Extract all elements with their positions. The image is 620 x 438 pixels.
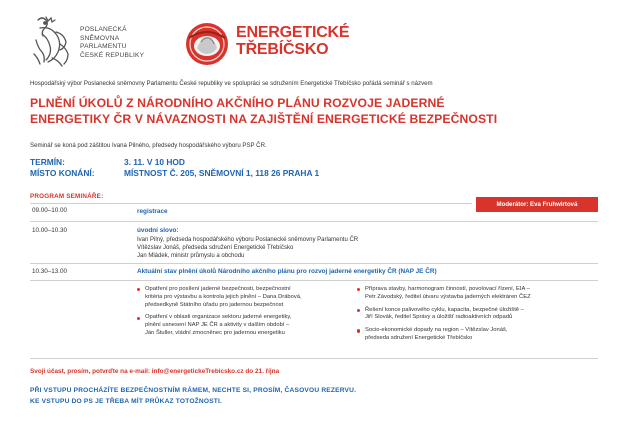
seminar-title-line: PLNĚNÍ ÚKOLŮ Z NÁRODNÍHO AKČNÍHO PLÁNU ROZVOJE JADERNÉ xyxy=(30,96,445,110)
divider xyxy=(30,263,598,264)
bullet-dot-icon xyxy=(137,317,140,320)
speaker: Vítězslav Jonáš, předseda sdružení Energetické Třebíčsko xyxy=(137,244,294,251)
divider xyxy=(30,221,598,222)
rsvp-text: Svoji účast, prosím, potvrďte na e-mail: info@energetickeTrebicsko.cz do 21. října xyxy=(30,368,280,375)
list-item-line: kritéria pro výstavbu a kontrola jejich plnění – Dana Drábová, xyxy=(145,293,302,300)
program-item-title: registrace xyxy=(137,208,168,215)
moderator-badge: Moderátor: Eva Fruhwirtová xyxy=(476,197,598,212)
list-item-line: plnění usnesení NAP JE ČR a aktivity v dalším období – xyxy=(145,322,290,329)
topics-left xyxy=(137,286,345,343)
parliament-line: SNĚMOVNA xyxy=(80,34,120,42)
list-item-line: předseda sdružení Energetické Třebíčsko xyxy=(365,334,473,341)
speaker: Ivan Pilný, předseda hospodářského výboru Poslanecké sněmovny Parlamentu ČR xyxy=(137,237,359,243)
list-item xyxy=(357,286,582,302)
term-label: TERMÍN: xyxy=(30,157,65,167)
list-item-line: Opatření pro posílení jaderné bezpečnosti, bezpečnostní xyxy=(145,286,291,292)
place-value: MÍSTNOST Č. 205, SNĚMOVNÍ 1, 118 26 PRAHA 1 xyxy=(124,168,320,178)
program-item-title: Aktuální stav plnění úkolů Národního akčního plánu pro rozvoj jaderné energetiky ČR (NAP JE ČR) xyxy=(137,268,437,275)
partner-logo-line: ENERGETICKÉ xyxy=(236,24,350,41)
notice-line: KE VSTUPU DO PS JE TŘEBA MÍT PRŮKAZ TOTOŽNOSTI. xyxy=(30,398,223,405)
program-time: 09.00–10.00 xyxy=(32,207,68,214)
list-item xyxy=(137,314,345,337)
list-item-line: Příprava stavby, harmonogram činností, povolovací řízení, EIA – xyxy=(365,286,530,292)
program-label: PROGRAM SEMINÁŘE: xyxy=(30,193,104,200)
divider xyxy=(30,280,598,281)
energy-globe-logo-icon xyxy=(183,20,231,68)
security-notice xyxy=(30,385,356,407)
notice-line: PŘI VSTUPU PROCHÁZÍTE BEZPEČNOSTNÍM RÁMEM, NECHTE SI, PROSÍM, ČASOVOU REZERVU. xyxy=(30,387,357,394)
program-time: 10.30–13.00 xyxy=(32,268,68,275)
seminar-title-line: ENERGETIKY ČR V NÁVAZNOSTI NA ZAJIŠTĚNÍ ENERGETICKÉ BEZPEČNOSTI xyxy=(30,111,498,126)
parliament-line: ČESKÉ REPUBLIKY xyxy=(80,51,145,59)
list-item-line: Socio-ekonomické dopady na region – Vítězslav Jonáš, xyxy=(365,327,508,334)
parliament-name xyxy=(80,26,144,60)
bullet-dot-icon xyxy=(357,309,360,312)
topics-right xyxy=(357,286,582,348)
list-item-line: Ján Štuller, vládní zmocněnec pro jadernou energetiku xyxy=(145,329,285,336)
intro-text: Hospodářský výbor Poslanecké sněmovny Parlamentu České republiky ve spolupráci se sdružením Energetické Třebíčsko pořádá seminář s názvem xyxy=(30,80,433,87)
czech-lion-crest-icon xyxy=(30,14,72,70)
place-label: MÍSTO KONÁNÍ: xyxy=(30,168,95,178)
list-item-line: Opatření v oblasti organizace sektoru jaderné energetiky, xyxy=(145,314,292,321)
bullet-dot-icon xyxy=(357,288,360,291)
parliament-line: POSLANECKÁ xyxy=(80,26,127,33)
divider xyxy=(30,203,472,204)
list-item-line: Jiří Slovák, ředitel Správy a úložišť radioaktivních odpadů xyxy=(365,314,513,321)
list-item-line: předsedkyně Státního úřadu pro jadernou bezpečnost xyxy=(145,301,284,308)
program-time: 10.00–10.30 xyxy=(32,227,68,234)
speakers-list xyxy=(137,237,358,261)
program-item-title: úvodní slovo: xyxy=(137,227,179,234)
divider xyxy=(30,358,598,359)
header xyxy=(30,14,590,72)
list-item-line: Řešení konce palivového cyklu, kapacita, bezpečné úložiště – xyxy=(365,306,524,313)
parliament-line: PARLAMENTU xyxy=(80,43,127,51)
partner-logo-text xyxy=(236,24,349,58)
partner-logo-line: TŘEBÍČSKO xyxy=(236,41,329,58)
bullet-dot-icon xyxy=(357,329,360,332)
list-item xyxy=(137,286,345,309)
term-value: 3. 11. V 10 HOD xyxy=(124,157,185,167)
bullet-dot-icon xyxy=(137,288,140,291)
speaker: Jan Mládek, ministr průmyslu a obchodu xyxy=(137,252,245,259)
list-item-line: Petr Závodský, ředitel útvaru výstavba jaderných elektráren ČEZ xyxy=(365,293,531,300)
list-item xyxy=(357,307,582,323)
patronage-text: Seminář se koná pod záštitou Ivana Pilného, předsedy hospodářského výboru PSP ČR. xyxy=(30,142,267,149)
list-item xyxy=(357,327,582,343)
seminar-title xyxy=(30,96,600,127)
